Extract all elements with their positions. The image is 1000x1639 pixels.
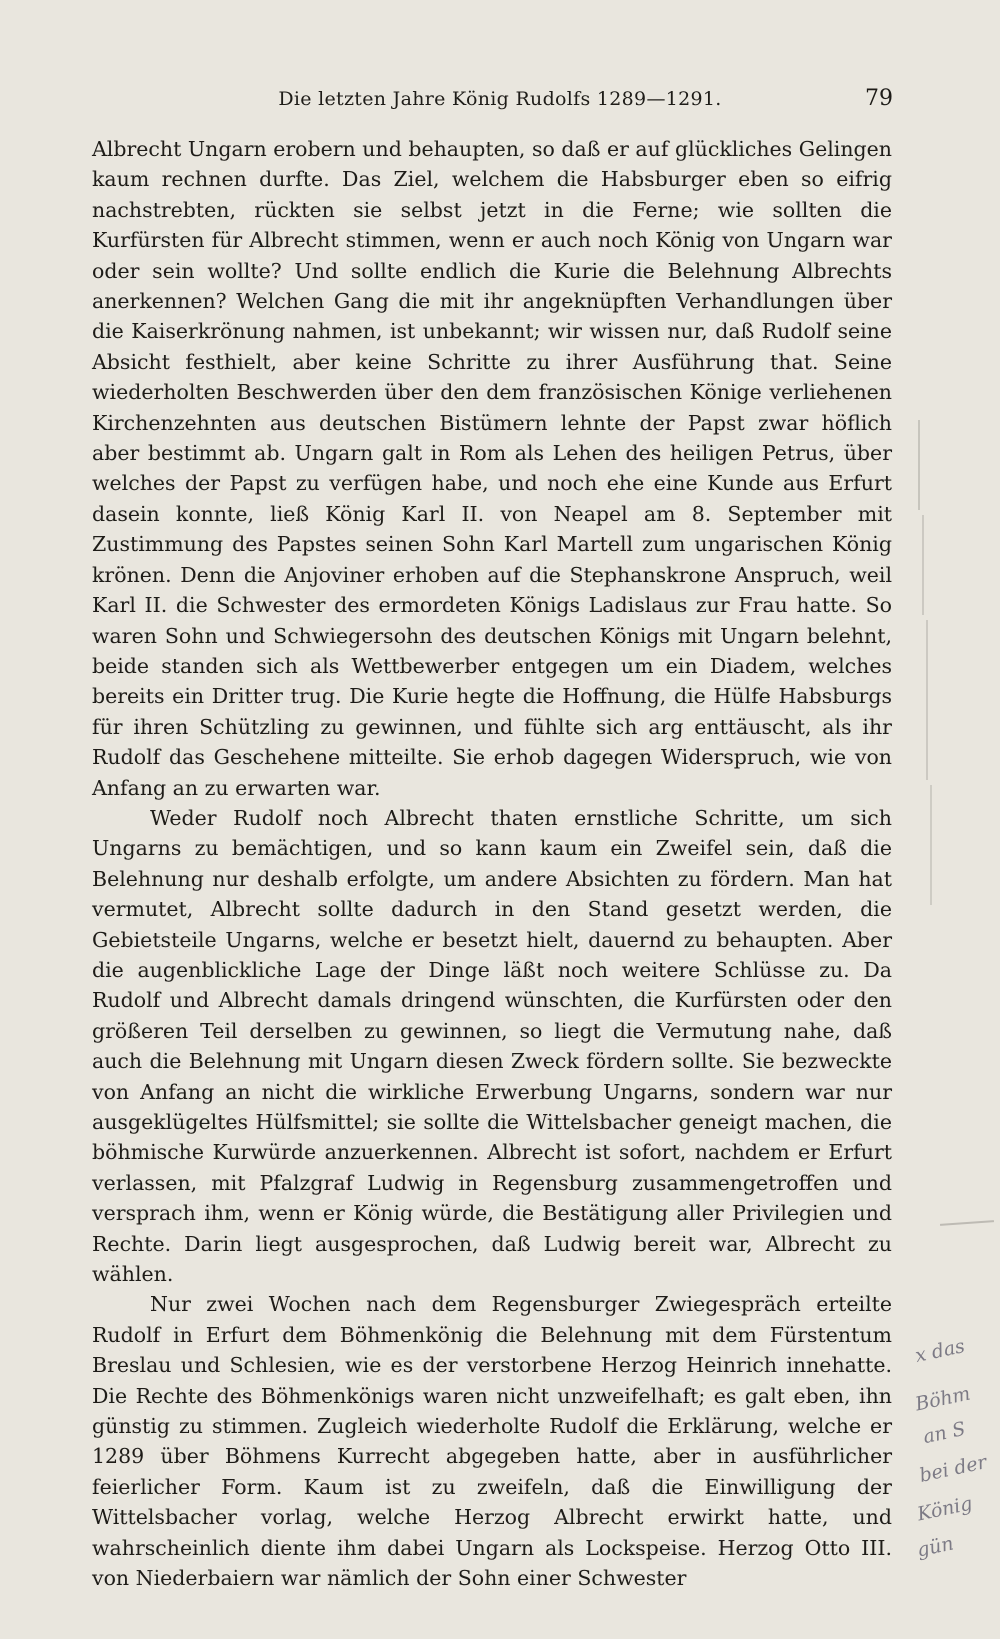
- body-text: [92, 134, 892, 1594]
- margin-pencil-line: [918, 420, 920, 510]
- page-number: 79: [865, 86, 893, 111]
- margin-note: an S: [921, 1417, 968, 1449]
- paragraph-1: Albrecht Ungarn erobern und behaupten, so daß er auf glückliches Gelingen kaum rechnen durfte. Das Ziel, welchem die Habsburger eben so eifrig nachstrebten, rückten sie selbst jetzt in die Ferne; wie sollten die Kurfürsten für Albrecht stimmen, wenn er auch noch König von Ungarn war oder sein wollte? Und sollte endlich die Kurie die Belehnung Albrechts anerkennen? Welchen Gang die mit ihr angeknüpften Verhandlungen über die Kaiserkrönung nahmen, ist unbekannt; wir wissen nur, daß Rudolf seine Absicht festhielt, aber keine Schritte zu ihrer Ausführung that. Seine wiederholten Beschwerden über den dem französischen Könige verliehenen Kirchenzehnten aus deutschen Bistümern lehnte der Papst zwar höflich aber bestimmt ab. Ungarn galt in Rom als Lehen des heiligen Petrus, über welches der Papst zu verfügen habe, und noch ehe eine Kunde aus Erfurt dasein konnte, ließ König Karl II. von Neapel am 8. September mit Zustimmung des Papstes seinen Sohn Karl Martell zum ungarischen König krönen. Denn die Anjoviner erhoben auf die Stephanskrone Anspruch, weil Karl II. die Schwester des ermordeten Königs Ladislaus zur Frau hatte. So waren Sohn und Schwiegersohn des deutschen Königs mit Ungarn belehnt, beide standen sich als Wettbewerber entgegen um ein Diadem, welches bereits ein Dritter trug. Die Kurie hegte die Hoffnung, die Hülfe Habsburgs für ihren Schützling zu gewinnen, und fühlte sich arg enttäuscht, als ihr Rudolf das Geschehene mitteilte. Sie erhob dagegen Widerspruch, wie von Anfang an zu erwarten war.: [92, 137, 892, 800]
- margin-pencil-line: [922, 515, 924, 615]
- running-title: Die letzten Jahre König Rudolfs 1289—1291.: [278, 88, 722, 110]
- paragraph-2: Weder Rudolf noch Albrecht thaten ernstliche Schritte, um sich Ungarns zu bemächtigen, und so kann kaum ein Zweifel sein, daß die Belehnung nur deshalb erfolgte, um andere Absichten zu fördern. Man hat vermutet, Albrecht sollte dadurch in den Stand gesetzt werden, die Gebietsteile Ungarns, welche er besetzt hielt, dauernd zu behaupten. Aber die augenblickliche Lage der Dinge läßt noch weitere Schlüsse zu. Da Rudolf und Albrecht damals dringend wünschten, die Kurfürsten oder den größeren Teil derselben zu gewinnen, so liegt die Vermutung nahe, daß auch die Belehnung mit Ungarn diesen Zweck fördern sollte. Sie bezweckte von Anfang an nicht die wirkliche Erwerbung Ungarns, sondern war nur ausgeklügeltes Hülfsmittel; sie sollte die Wittelsbacher geneigt machen, die böhmische Kurwürde anzuerkennen. Albrecht ist sofort, nachdem er Erfurt verlassen, mit Pfalzgraf Ludwig in Regensburg zusammengetroffen und versprach ihm, wenn er König würde, die Bestätigung aller Privilegien und Rechte. Darin liegt ausgesprochen, daß Ludwig bereit war, Albrecht zu wählen.: [92, 805, 892, 1287]
- margin-note: bei der: [917, 1451, 989, 1487]
- margin-pencil-dash: [940, 1220, 994, 1226]
- margin-note: x das: [913, 1335, 967, 1367]
- margin-handwritten-notes: [913, 1335, 995, 1570]
- margin-note: Böhm: [913, 1382, 973, 1416]
- paragraph-3: Nur zwei Wochen nach dem Regensburger Zwiegespräch erteilte Rudolf in Erfurt dem Böhmenkönig die Belehnung mit dem Fürstentum Breslau und Schlesien, wie es der verstorbene Herzog Heinrich innehatte. Die Rechte des Böhmenkönigs waren nicht unzweifelhaft; es galt eben, ihn günstig zu stimmen. Zugleich wiederholte Rudolf die Erklärung, welche er 1289 über Böhmens Kurrecht abgegeben hatte, aber in ausführlicher feierlicher Form. Kaum ist zu zweifeln, daß die Einwilligung der Wittelsbacher vorlag, welche Herzog Albrecht erwirkt hatte, und wahrscheinlich diente ihm dabei Ungarn als Lockspeise. Herzog Otto III. von Niederbaiern war nämlich der Sohn einer Schwester: [92, 1292, 892, 1591]
- margin-pencil-line: [930, 785, 932, 905]
- margin-note: gün: [915, 1532, 956, 1562]
- running-header: [0, 88, 1000, 118]
- margin-pencil-line: [926, 620, 928, 780]
- margin-note: König: [915, 1492, 975, 1526]
